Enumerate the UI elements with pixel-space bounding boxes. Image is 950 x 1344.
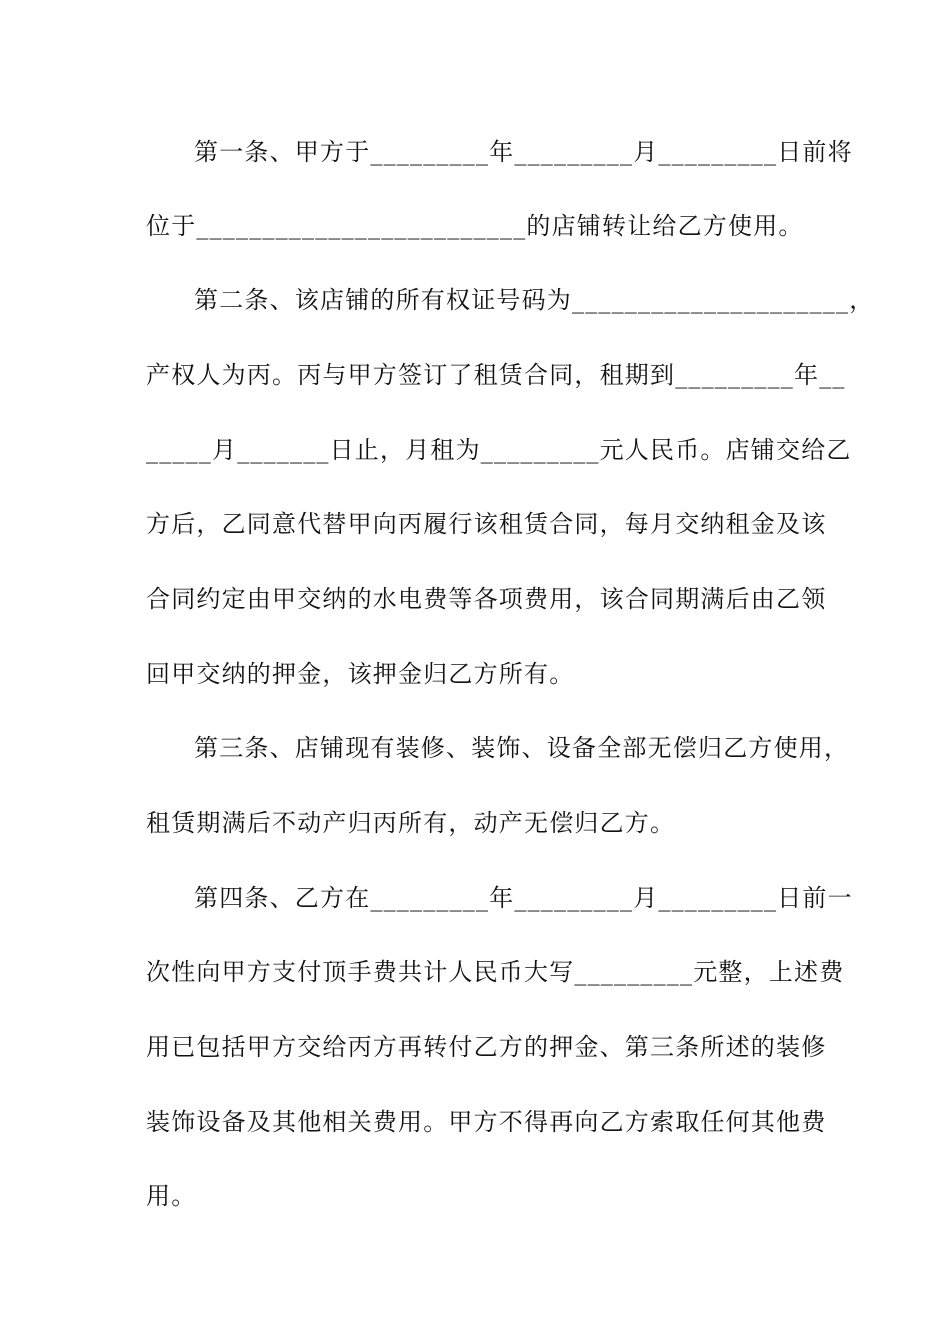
article-1-line-1: 第一条、甲方于_________年_________月_________日前将 <box>194 138 853 166</box>
article-4-line-1: 第四条、乙方在_________年_________月_________日前一 <box>194 884 853 912</box>
article-4-line-4: 装饰设备及其他相关费用。甲方不得再向乙方索取任何其他费 <box>146 1108 827 1136</box>
article-2-line-1: 第二条、该店铺的所有权证号码为_____________________， <box>194 286 875 314</box>
article-4-line-3: 用已包括甲方交给丙方再转付乙方的押金、第三条所述的装修 <box>146 1033 827 1061</box>
article-2-line-5: 合同约定由甲交纳的水电费等各项费用，该合同期满后由乙领 <box>146 585 827 613</box>
article-2-line-3: _____月_______日止，月租为_________元人民币。店铺交给乙 <box>146 436 852 464</box>
article-3-line-2: 租赁期满后不动产归丙所有，动产无偿归乙方。 <box>146 809 676 837</box>
article-1-line-2: 位于_________________________的店铺转让给乙方使用。 <box>146 212 804 240</box>
article-2-line-6: 回甲交纳的押金，该押金归乙方所有。 <box>146 660 575 688</box>
article-4-line-5: 用。 <box>146 1182 197 1210</box>
article-3-line-1: 第三条、店铺现有装修、装饰、设备全部无偿归乙方使用， <box>194 734 850 762</box>
article-2-line-4: 方后，乙同意代替甲向丙履行该租赁合同，每月交纳租金及该 <box>146 510 827 538</box>
article-2-line-2: 产权人为丙。丙与甲方签订了租赁合同，租期到_________年__ <box>146 361 846 389</box>
article-4-line-2: 次性向甲方支付顶手费共计人民币大写_________元整，上述费 <box>146 958 845 986</box>
